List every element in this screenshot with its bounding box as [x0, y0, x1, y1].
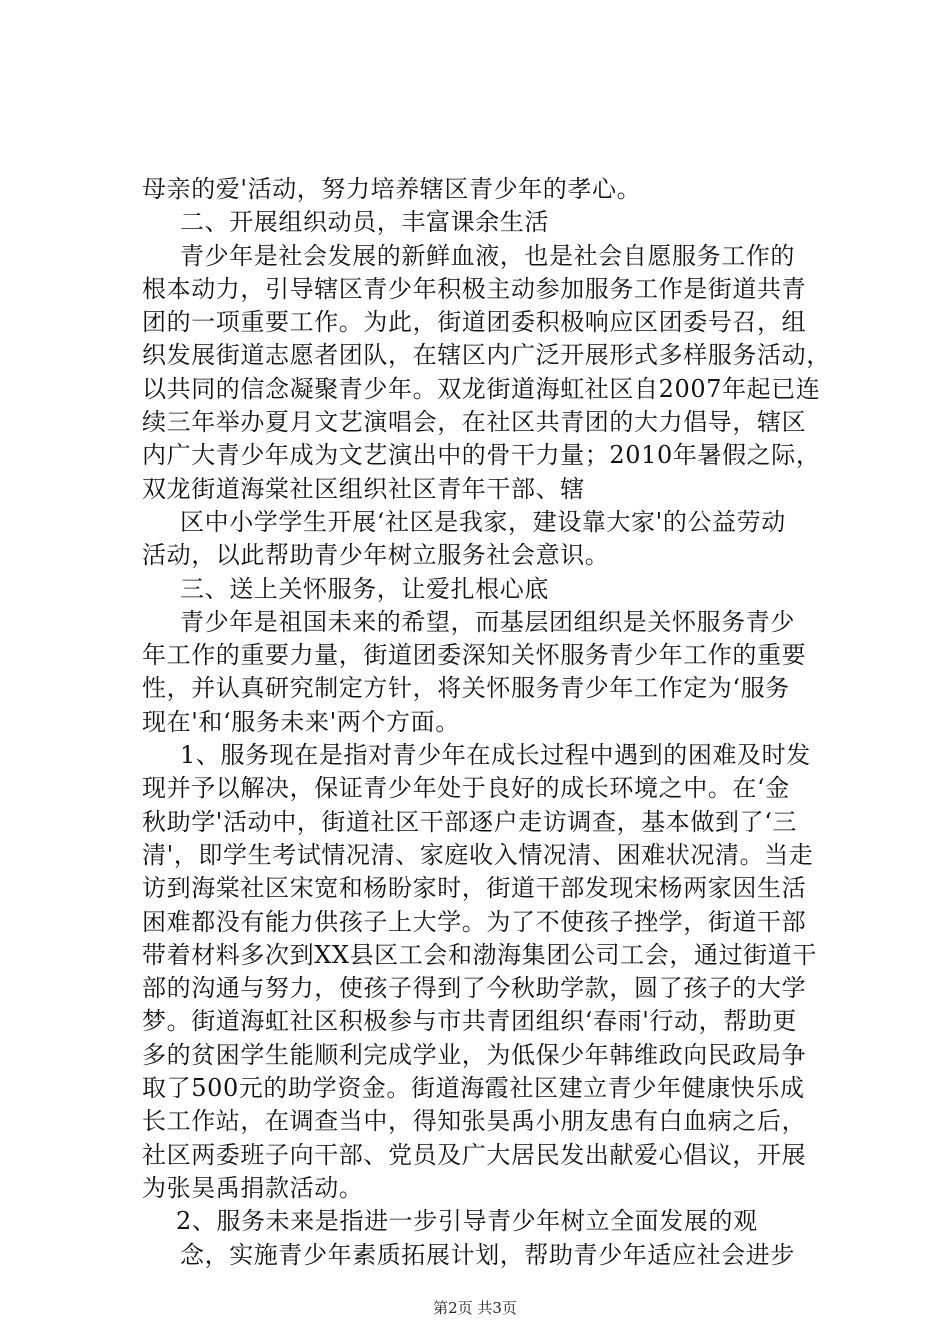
- text-line: 区中小学学生开展‘社区是我家，建设靠大家'的公益劳动: [180, 507, 786, 536]
- text-line: 访到海棠社区宋宽和杨盼家时，街道干部发现宋杨两家因生活: [142, 874, 807, 903]
- text-line: 双龙街道海棠社区组织社区青年干部、辖: [142, 474, 585, 503]
- text-line: 青少年是社会发展的新鲜血液，也是社会自愿服务工作的: [180, 241, 795, 270]
- text-line: 清'，即学生考试情况清、家庭收入情况清、困难状况清。当走: [142, 840, 814, 869]
- text-line: 秋助学'活动中，街道社区干部逐户走访调查，基本做到了‘三: [142, 807, 798, 836]
- page-footer: 第2页 共3页: [433, 1299, 517, 1317]
- text-line: 现在'和‘服务未来'两个方面。: [142, 707, 460, 736]
- text-line: 三、送上关怀服务，让爱扎根心底: [180, 574, 549, 603]
- text-line: 困难都没有能力供孩子上大学。为了不使孩子挫学，街道干部: [142, 907, 807, 936]
- text-line: 母亲的爱'活动，努力培养辖区青少年的孝心。: [142, 175, 642, 203]
- text-line: 活动，以此帮助青少年树立服务社会意识。: [142, 541, 610, 570]
- text-line: 社区两委班子向干部、党员及广大居民发出献爱心倡议，开展: [142, 1140, 807, 1169]
- text-line: 2、服务未来是指进一步引导青少年树立全面发展的观: [176, 1207, 758, 1236]
- text-line: 多的贫困学生能顺利完成学业，为低保少年韩维政向民政局争: [142, 1040, 807, 1069]
- text-line: 团的一项重要工作。为此，街道团委积极响应区团委号召，组: [142, 308, 807, 337]
- text-line: 念，实施青少年素质拓展计划，帮助青少年适应社会进步: [180, 1240, 795, 1269]
- text-line: 续三年举办夏月文艺演唱会，在社区共青团的大力倡导，辖区: [142, 408, 807, 437]
- text-line: 二、开展组织动员，丰富课余生活: [180, 208, 549, 237]
- text-line: 现并予以解决，保证青少年处于良好的成长环境之中。在‘金: [142, 774, 790, 803]
- text-line: 带着材料多次到XX县区工会和渤海集团公司工会，通过街道干: [142, 940, 817, 969]
- text-line: 取了500元的助学资金。街道海霞社区建立青少年健康快乐成: [142, 1074, 805, 1103]
- text-line: 年工作的重要力量，街道团委深知关怀服务青少年工作的重要: [142, 641, 807, 670]
- document-body: [142, 173, 842, 1272]
- text-line: 为张昊禹捐款活动。: [142, 1173, 364, 1202]
- text-line: 青少年是祖国未来的希望，而基层团组织是关怀服务青少: [180, 607, 795, 636]
- text-line: 部的沟通与努力，使孩子得到了今秋助学款，圆了孩子的大学: [142, 974, 807, 1003]
- text-line: 长工作站，在调查当中，得知张昊禹小朋友患有白血病之后，: [142, 1107, 807, 1136]
- text-line: 梦。街道海虹社区积极参与市共青团组织‘春雨'行动，帮助更: [142, 1007, 798, 1036]
- text-line: 织发展街道志愿者团队，在辖区内广泛开展形式多样服务活动，: [142, 341, 831, 370]
- text-line: 内广大青少年成为文艺演出中的骨干力量；2010年暑假之际，: [142, 441, 821, 470]
- text-line: 根本动力，引导辖区青少年积极主动参加服务工作是街道共青: [142, 274, 807, 303]
- text-line: 以共同的信念凝聚青少年。双龙街道海虹社区自2007年起已连: [142, 374, 821, 403]
- text-line: 1、服务现在是指对青少年在成长过程中遇到的困难及时发: [180, 741, 811, 770]
- text-line: 性，并认真研究制定方针，将关怀服务青少年工作定为‘服务: [142, 674, 790, 703]
